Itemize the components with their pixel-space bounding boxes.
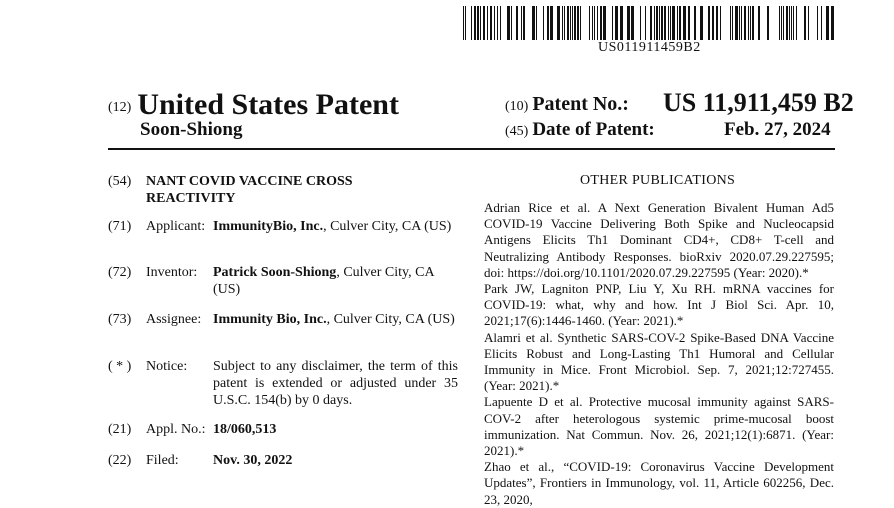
publication-entry: Zhao et al., “COVID-19: Coronavirus Vaccine Development Updates”, Frontiers in Immunology, vol. 11, Article 602256, Dec. 23, 2020,	[484, 459, 834, 507]
inventor-value	[213, 264, 458, 298]
patent-title	[108, 88, 399, 122]
applicant-label: Applicant:	[146, 219, 206, 234]
notice-code: ( * )	[108, 359, 132, 374]
other-publications-heading: OTHER PUBLICATIONS	[580, 173, 736, 188]
field-73-code: (73)	[108, 312, 132, 327]
patent-number-code: (10)	[505, 99, 529, 114]
inventor-label: Inventor:	[146, 265, 198, 280]
assignee-label: Assignee:	[146, 312, 202, 327]
appl-no-value: 18/060,513	[213, 422, 277, 437]
publication-entry: Park JW, Lagniton PNP, Liu Y, Xu RH. mRNA vaccines for COVID-19: what, why and how. Int J Biol Sci. Apr. 10, 2021;17(6):1446-1460. (Year: 2021).*	[484, 281, 834, 329]
field-21-code: (21)	[108, 422, 132, 437]
patent-number-label	[505, 93, 629, 116]
field-22-code: (22)	[108, 453, 132, 468]
date-of-patent-label	[505, 119, 655, 141]
inventor-name: Patrick Soon-Shiong	[213, 265, 337, 280]
header-divider	[108, 148, 835, 150]
field-72-code: (72)	[108, 265, 132, 280]
assignee-name: Immunity Bio, Inc.	[213, 312, 327, 327]
invention-title: NANT COVID VACCINE CROSS REACTIVITY	[146, 174, 353, 206]
publication-entry: Adrian Rice et al. A Next Generation Bivalent Human Ad5 COVID-19 Vaccine Delivering Both Spike and Nucleocapsid Antigens Elicits Th1 Dominant CD4+, CD8+ T-cell and Neutralizing Antibody Responses. bioRxiv 2020.07.29.227595; doi: https://doi.org/10.1101/2020.07.29.227595 (Year: 2020).*	[484, 200, 834, 280]
inventor-location: , Culver City, CA (US)	[213, 265, 434, 297]
assignee-location: , Culver City, CA (US)	[326, 312, 455, 327]
publication-entry: Alamri et al. Synthetic SARS-COV-2 Spike-Based DNA Vaccine Elicits Robust and Long-Lasting Th1 Humoral and Cellular Immunity in Mice. Front Microbiol. Sep. 7, 2021;12:727455. (Year: 2021).*	[484, 329, 834, 394]
publications-list	[484, 200, 834, 508]
date-of-patent-value: Feb. 27, 2024	[724, 119, 831, 140]
barcode	[463, 6, 836, 40]
applicant-location: , Culver City, CA (US)	[323, 219, 452, 234]
field-54-code: (54)	[108, 174, 132, 189]
date-code: (45)	[505, 124, 529, 139]
filed-value: Nov. 30, 2022	[213, 453, 293, 468]
date-label-text: Date of Patent:	[532, 119, 655, 140]
inventor-short-name: Soon-Shiong	[140, 119, 243, 140]
barcode-number: US011911459B2	[598, 40, 701, 55]
notice-label: Notice:	[146, 359, 188, 374]
publication-entry: Lapuente D et al. Protective mucosal immunity against SARS-COV-2 after heterologous systemic prime-mucosal boost immunization. Nat Commun. Nov. 26, 2021;12(1):6871. (Year: 2021).*	[484, 394, 834, 459]
title-code: (12)	[108, 100, 132, 115]
filed-label: Filed:	[146, 453, 179, 468]
field-71-code: (71)	[108, 219, 132, 234]
assignee-value	[213, 311, 458, 328]
applicant-name: ImmunityBio, Inc.	[213, 219, 324, 234]
appl-no-label: Appl. No.:	[146, 422, 206, 437]
patent-number-label-text: Patent No.:	[532, 93, 629, 115]
applicant-value	[213, 218, 458, 235]
notice-value: Subject to any disclaimer, the term of this patent is extended or adjusted under 35 U.S.C. 154(b) by 0 days.	[213, 359, 458, 408]
title-text: United States Patent	[137, 88, 399, 121]
patent-number-value: US 11,911,459 B2	[663, 88, 854, 117]
